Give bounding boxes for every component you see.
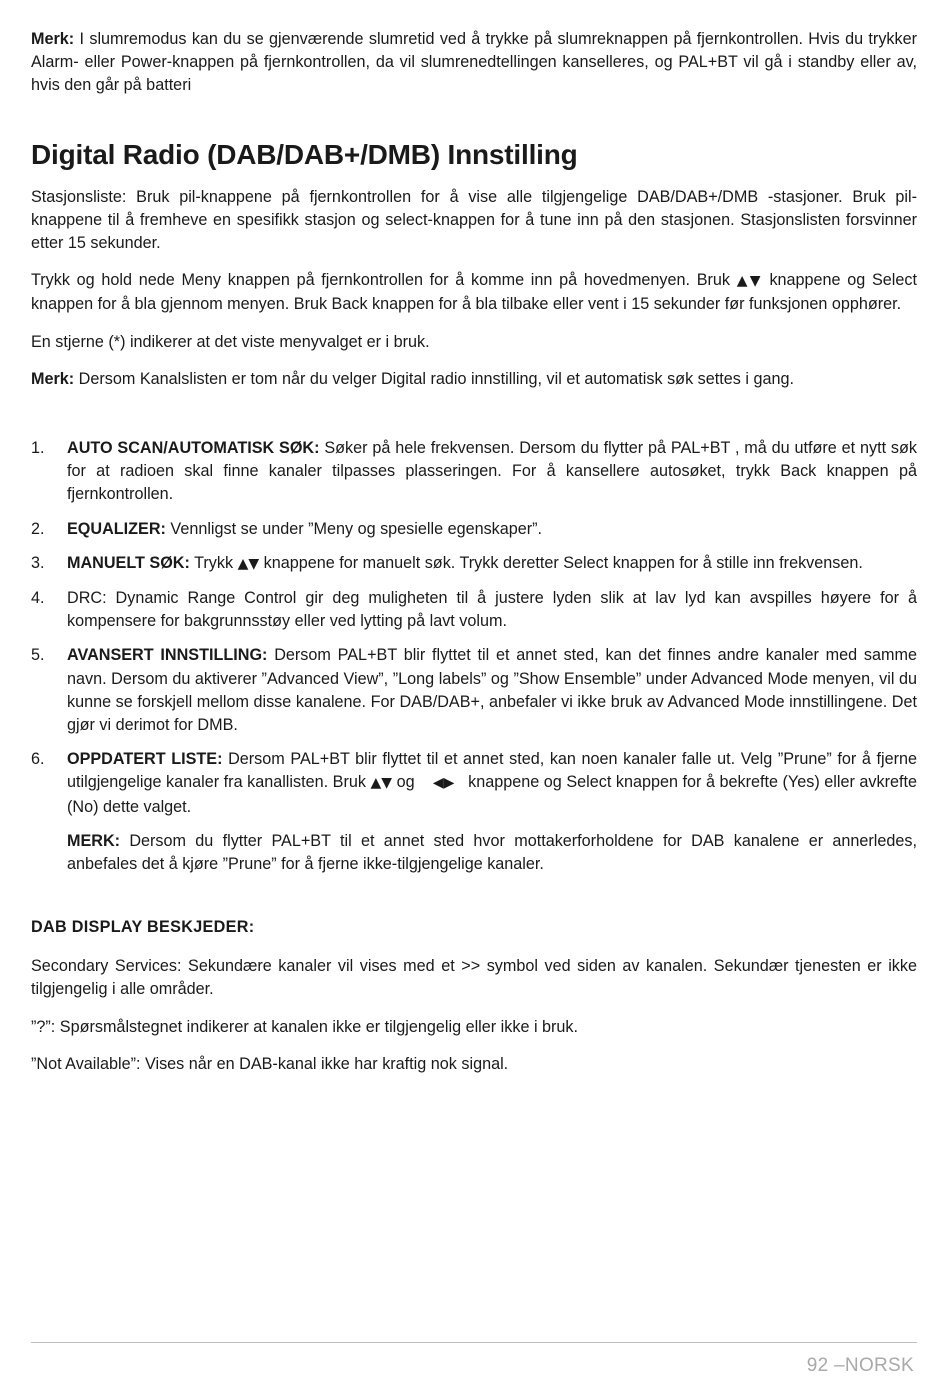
list-item xyxy=(31,437,917,507)
display-message: Secondary Services: Sekundære kanaler vil vises med et >> symbol ved siden av kanalen. Sekundær tjenesten er ikke tilgjengelig i alle områder. xyxy=(31,957,917,999)
intro-note-label: Merk: xyxy=(31,30,75,48)
list-item-number: 2. xyxy=(31,519,45,538)
list-item-number: 5. xyxy=(31,646,45,665)
prune-note xyxy=(31,830,917,876)
menu-paragraph xyxy=(31,269,917,316)
display-messages-heading: DAB DISPLAY BESKJEDER: xyxy=(31,918,255,937)
menu-paragraph-text-a: Trykk og hold nede Meny knappen på fjernkontrollen for å komme inn på hovedmenyen. Bruk xyxy=(31,271,737,290)
page-content xyxy=(31,28,917,1090)
list-item-label: OPPDATERT LISTE: xyxy=(67,750,223,769)
up-down-arrows-icon: ▲▼ xyxy=(736,273,763,290)
prune-note-text: Dersom du flytter PAL+BT til et annet sted hvor mottakerforholdene for DAB kanalene er annerledes, anbefales det å kjøre ”Prune” for å fjerne ikke-tilgjengelige kanaler. xyxy=(67,831,917,874)
list-item-text xyxy=(67,437,917,507)
list-item-number: 6. xyxy=(31,750,45,769)
list-item-number: 3. xyxy=(31,553,45,572)
page-title: Digital Radio (DAB/DAB+/DMB) Innstilling xyxy=(31,138,578,170)
list-item-body: Dersom PAL+BT blir flyttet til et annet sted, kan noen kanaler falle ut. Velg ”Prune” for å fjerne utilgjengelige kanaler fra kanallisten. Bruk xyxy=(67,750,917,792)
list-item-label: AVANSERT INNSTILLING: xyxy=(67,646,268,665)
asterisk-paragraph: En stjerne (*) indikerer at det viste menyvalget er i bruk. xyxy=(31,332,430,351)
display-message: ”?”: Spørsmålstegnet indikerer at kanalen ikke er tilgjengelig eller ikke i bruk. xyxy=(31,1017,579,1036)
list-item-text: DRC: Dynamic Range Control gir deg muligheten til å justere lyden slik at lav lyd kan avspilles høyere for å kompensere for bakgrunnsstøy eller ved lytting på lavt volum. xyxy=(67,589,917,631)
list-item-body: knappene og Select knappen for å bekrefte (Yes) eller avkrefte (No) dette valget. xyxy=(67,773,917,816)
list-item xyxy=(31,644,917,737)
list-item xyxy=(31,587,917,633)
intro-note-text: I slumremodus kan du se gjenværende slumretid ved å trykke på slumreknappen på fjernkontrollen. Hvis du trykker Alarm- eller Power-knappen på fjernkontrollen, da vil slumrenedtellingen kanselleres, og PAL+BT vil gå i standby eller av, hvis den går på batteri xyxy=(31,30,917,95)
left-right-arrows-icon: ◀▶ xyxy=(432,775,455,792)
empty-list-note-label: Merk: xyxy=(31,369,75,388)
list-item-number: 1. xyxy=(31,439,45,458)
list-item-label: AUTO SCAN/AUTOMATISK SØK: xyxy=(67,439,320,458)
settings-list xyxy=(31,437,917,819)
page-number: 92 –NORSK xyxy=(806,1355,914,1376)
up-down-arrows-icon: ▲▼ xyxy=(237,555,260,572)
list-item-text xyxy=(67,644,917,737)
list-item-number: 4. xyxy=(31,589,45,608)
list-item-body: Dersom PAL+BT blir flyttet til et annet sted, kan det finnes andre kanaler med samme navn. Dersom du aktiverer ”Advanced View”, ”Long labels” og ”Show Ensemble” under Advanced Mode menyen, vil du kunne se forskjell mellom disse kanalene. For DAB/DAB+, anbefaler vi ikke bruk av Advanced Mode innstillingene. Det gjør vi derimot for DMB. xyxy=(67,646,918,735)
empty-list-note-text: Dersom Kanalslisten er tom når du velger Digital radio innstilling, vil et automatisk søk settes i gang. xyxy=(74,369,794,388)
footer-divider xyxy=(31,1342,917,1343)
station-list-paragraph: Stasjonsliste: Bruk pil-knappene på fjernkontrollen for å vise alle tilgjengelige DAB/DAB+/DMB -stasjoner. Bruk pil-knappene til å fremheve en spesifikk stasjon og select-knappen for å tune inn på den stasjonen. Stasjonslisten forsvinner etter 15 sekunder. xyxy=(31,187,917,253)
list-item-text xyxy=(67,552,917,576)
display-message: ”Not Available”: Vises når en DAB-kanal ikke har kraftig nok signal. xyxy=(31,1054,509,1073)
up-down-arrows-icon: ▲▼ xyxy=(370,775,393,792)
list-item-label: MANUELT SØK: xyxy=(67,553,190,572)
list-item xyxy=(31,552,917,576)
list-item-body: Søker på hele frekvensen. Dersom du flytter på PAL+BT , må du utføre et nytt søk for at radioen skal finne kanaler tilpasses plasseringen. For å kansellere autosøket, trykk Back knappen på fjernkontrollen. xyxy=(67,439,917,504)
list-item-body: knappene for manuelt søk. Trykk deretter Select knappen for å stille inn frekvensen. xyxy=(259,553,863,572)
list-item xyxy=(31,518,917,541)
list-item xyxy=(31,748,917,819)
list-item-label: EQUALIZER: xyxy=(67,519,166,538)
empty-list-note xyxy=(31,368,917,391)
list-item-text xyxy=(67,748,917,819)
list-item-text xyxy=(67,518,917,541)
list-item-body: Vennligst se under ”Meny og spesielle egenskaper”. xyxy=(165,519,543,538)
list-item-body: Trykk xyxy=(189,553,238,572)
prune-note-label: MERK: xyxy=(67,831,121,850)
intro-note xyxy=(31,28,917,98)
list-item-body: og xyxy=(392,773,420,792)
menu-paragraph-text-b: knappene og Select knappen for å bla gjennom menyen. Bruk Back knappen for å bla tilbake eller vent i 15 sekunder før funksjonen opphører. xyxy=(31,271,917,314)
